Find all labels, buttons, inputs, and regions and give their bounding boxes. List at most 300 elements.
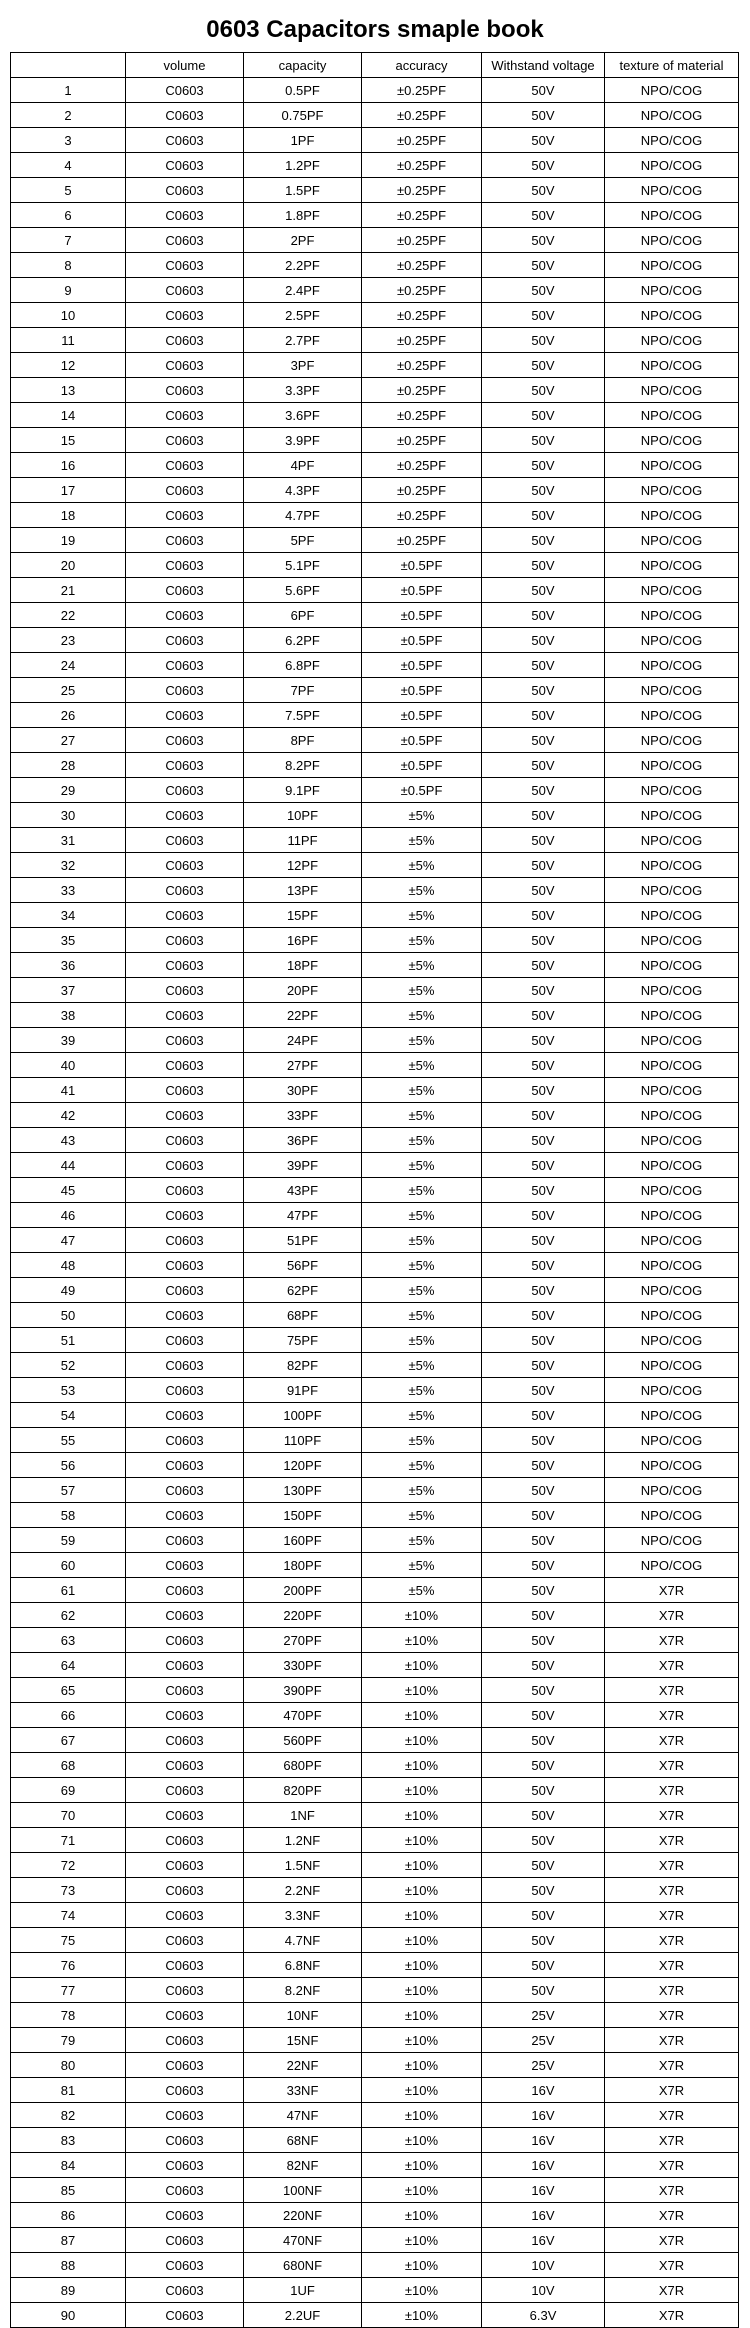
cell-capacity: 560PF	[244, 1728, 362, 1753]
cell-capacity: 7.5PF	[244, 703, 362, 728]
cell-texture-of-material: NPO/COG	[605, 353, 739, 378]
table-row	[11, 1253, 739, 1278]
cell-volume: C0603	[126, 1703, 244, 1728]
cell-volume: C0603	[126, 1303, 244, 1328]
cell-index: 37	[11, 978, 126, 1003]
cell-capacity: 20PF	[244, 978, 362, 1003]
cell-capacity: 5PF	[244, 528, 362, 553]
cell-texture-of-material: X7R	[605, 1978, 739, 2003]
cell-index: 89	[11, 2278, 126, 2303]
cell-index: 60	[11, 1553, 126, 1578]
cell-withstand-voltage: 50V	[482, 778, 605, 803]
cell-volume: C0603	[126, 153, 244, 178]
cell-withstand-voltage: 50V	[482, 753, 605, 778]
cell-texture-of-material: NPO/COG	[605, 403, 739, 428]
cell-withstand-voltage: 50V	[482, 1503, 605, 1528]
cell-accuracy: ±5%	[362, 978, 482, 1003]
table-row	[11, 2028, 739, 2053]
table-row	[11, 178, 739, 203]
cell-withstand-voltage: 25V	[482, 2028, 605, 2053]
cell-capacity: 68PF	[244, 1303, 362, 1328]
cell-capacity: 1.5PF	[244, 178, 362, 203]
cell-withstand-voltage: 16V	[482, 2228, 605, 2253]
cell-withstand-voltage: 50V	[482, 703, 605, 728]
cell-index: 20	[11, 553, 126, 578]
cell-capacity: 82PF	[244, 1353, 362, 1378]
table-row	[11, 1403, 739, 1428]
cell-accuracy: ±5%	[362, 1103, 482, 1128]
table-header-row	[11, 53, 739, 78]
table-row	[11, 2278, 739, 2303]
cell-withstand-voltage: 50V	[482, 678, 605, 703]
cell-texture-of-material: NPO/COG	[605, 878, 739, 903]
cell-capacity: 1.5NF	[244, 1853, 362, 1878]
table-row	[11, 1128, 739, 1153]
cell-texture-of-material: NPO/COG	[605, 578, 739, 603]
cell-accuracy: ±10%	[362, 1703, 482, 1728]
cell-accuracy: ±5%	[362, 853, 482, 878]
cell-texture-of-material: NPO/COG	[605, 978, 739, 1003]
cell-capacity: 4PF	[244, 453, 362, 478]
cell-volume: C0603	[126, 1278, 244, 1303]
cell-capacity: 10NF	[244, 2003, 362, 2028]
cell-capacity: 5.1PF	[244, 553, 362, 578]
cell-withstand-voltage: 50V	[482, 1703, 605, 1728]
table-row	[11, 103, 739, 128]
cell-accuracy: ±0.25PF	[362, 228, 482, 253]
table-row	[11, 1903, 739, 1928]
cell-texture-of-material: NPO/COG	[605, 1453, 739, 1478]
cell-volume: C0603	[126, 128, 244, 153]
cell-accuracy: ±0.5PF	[362, 553, 482, 578]
cell-texture-of-material: X7R	[605, 1578, 739, 1603]
cell-index: 73	[11, 1878, 126, 1903]
cell-capacity: 2.5PF	[244, 303, 362, 328]
cell-accuracy: ±0.5PF	[362, 578, 482, 603]
cell-capacity: 220NF	[244, 2203, 362, 2228]
cell-withstand-voltage: 10V	[482, 2253, 605, 2278]
cell-index: 69	[11, 1778, 126, 1803]
cell-accuracy: ±5%	[362, 828, 482, 853]
cell-withstand-voltage: 50V	[482, 1803, 605, 1828]
cell-texture-of-material: X7R	[605, 1903, 739, 1928]
cell-texture-of-material: NPO/COG	[605, 778, 739, 803]
cell-withstand-voltage: 50V	[482, 1203, 605, 1228]
cell-withstand-voltage: 50V	[482, 1328, 605, 1353]
cell-withstand-voltage: 50V	[482, 1578, 605, 1603]
cell-capacity: 27PF	[244, 1053, 362, 1078]
cell-accuracy: ±10%	[362, 1628, 482, 1653]
cell-withstand-voltage: 50V	[482, 928, 605, 953]
cell-texture-of-material: NPO/COG	[605, 153, 739, 178]
cell-index: 9	[11, 278, 126, 303]
cell-capacity: 33PF	[244, 1103, 362, 1128]
cell-volume: C0603	[126, 353, 244, 378]
cell-accuracy: ±5%	[362, 1503, 482, 1528]
table-row	[11, 1353, 739, 1378]
cell-volume: C0603	[126, 1178, 244, 1203]
table-row	[11, 1553, 739, 1578]
cell-withstand-voltage: 50V	[482, 903, 605, 928]
cell-accuracy: ±10%	[362, 2303, 482, 2328]
cell-index: 70	[11, 1803, 126, 1828]
cell-texture-of-material: X7R	[605, 1603, 739, 1628]
cell-index: 85	[11, 2178, 126, 2203]
table-row	[11, 903, 739, 928]
cell-capacity: 3.3PF	[244, 378, 362, 403]
cell-capacity: 1.2NF	[244, 1828, 362, 1853]
table-row	[11, 928, 739, 953]
table-row	[11, 703, 739, 728]
table-row	[11, 2253, 739, 2278]
cell-volume: C0603	[126, 728, 244, 753]
table-row	[11, 528, 739, 553]
table-row	[11, 553, 739, 578]
cell-accuracy: ±10%	[362, 2028, 482, 2053]
cell-withstand-voltage: 50V	[482, 978, 605, 1003]
cell-texture-of-material: NPO/COG	[605, 553, 739, 578]
cell-volume: C0603	[126, 278, 244, 303]
cell-withstand-voltage: 50V	[482, 1603, 605, 1628]
cell-accuracy: ±10%	[362, 2278, 482, 2303]
cell-volume: C0603	[126, 1503, 244, 1528]
table-row	[11, 328, 739, 353]
cell-capacity: 470PF	[244, 1703, 362, 1728]
table-row	[11, 1928, 739, 1953]
cell-accuracy: ±5%	[362, 1078, 482, 1103]
cell-index: 62	[11, 1603, 126, 1628]
cell-accuracy: ±0.25PF	[362, 478, 482, 503]
cell-index: 74	[11, 1903, 126, 1928]
cell-withstand-voltage: 50V	[482, 1178, 605, 1203]
cell-accuracy: ±5%	[362, 1228, 482, 1253]
table-row	[11, 653, 739, 678]
cell-accuracy: ±0.25PF	[362, 153, 482, 178]
table-row	[11, 253, 739, 278]
cell-capacity: 0.75PF	[244, 103, 362, 128]
cell-withstand-voltage: 50V	[482, 1403, 605, 1428]
cell-withstand-voltage: 50V	[482, 953, 605, 978]
cell-index: 79	[11, 2028, 126, 2053]
cell-texture-of-material: X7R	[605, 2153, 739, 2178]
cell-capacity: 22PF	[244, 1003, 362, 1028]
cell-texture-of-material: NPO/COG	[605, 1153, 739, 1178]
table-row	[11, 1453, 739, 1478]
cell-withstand-voltage: 10V	[482, 2278, 605, 2303]
cell-volume: C0603	[126, 953, 244, 978]
cell-accuracy: ±10%	[362, 1753, 482, 1778]
cell-volume: C0603	[126, 1378, 244, 1403]
cell-withstand-voltage: 25V	[482, 2003, 605, 2028]
cell-texture-of-material: NPO/COG	[605, 1128, 739, 1153]
cell-texture-of-material: NPO/COG	[605, 603, 739, 628]
cell-index: 46	[11, 1203, 126, 1228]
cell-texture-of-material: X7R	[605, 1628, 739, 1653]
table-row	[11, 1978, 739, 2003]
cell-withstand-voltage: 50V	[482, 653, 605, 678]
cell-withstand-voltage: 50V	[482, 1528, 605, 1553]
cell-index: 80	[11, 2053, 126, 2078]
cell-volume: C0603	[126, 228, 244, 253]
cell-index: 38	[11, 1003, 126, 1028]
cell-withstand-voltage: 50V	[482, 1153, 605, 1178]
cell-texture-of-material: NPO/COG	[605, 828, 739, 853]
cell-index: 87	[11, 2228, 126, 2253]
table-row	[11, 1303, 739, 1328]
cell-accuracy: ±5%	[362, 1178, 482, 1203]
cell-volume: C0603	[126, 1853, 244, 1878]
cell-index: 5	[11, 178, 126, 203]
cell-accuracy: ±5%	[362, 1353, 482, 1378]
cell-accuracy: ±5%	[362, 1378, 482, 1403]
cell-withstand-voltage: 50V	[482, 428, 605, 453]
cell-accuracy: ±0.5PF	[362, 653, 482, 678]
cell-volume: C0603	[126, 2028, 244, 2053]
cell-index: 82	[11, 2103, 126, 2128]
table-row	[11, 778, 739, 803]
cell-volume: C0603	[126, 1603, 244, 1628]
cell-texture-of-material: X7R	[605, 1728, 739, 1753]
cell-capacity: 9.1PF	[244, 778, 362, 803]
cell-withstand-voltage: 50V	[482, 1978, 605, 2003]
cell-index: 52	[11, 1353, 126, 1378]
table-row	[11, 1778, 739, 1803]
cell-withstand-voltage: 50V	[482, 1003, 605, 1028]
header-volume: volume	[126, 53, 244, 78]
cell-accuracy: ±0.25PF	[362, 528, 482, 553]
cell-volume: C0603	[126, 328, 244, 353]
cell-withstand-voltage: 50V	[482, 878, 605, 903]
cell-volume: C0603	[126, 178, 244, 203]
table-row	[11, 728, 739, 753]
cell-volume: C0603	[126, 1478, 244, 1503]
cell-index: 39	[11, 1028, 126, 1053]
cell-accuracy: ±10%	[362, 2228, 482, 2253]
cell-withstand-voltage: 50V	[482, 103, 605, 128]
document-title: 0603 Capacitors smaple book	[206, 16, 544, 43]
cell-index: 23	[11, 628, 126, 653]
cell-capacity: 100PF	[244, 1403, 362, 1428]
cell-capacity: 3.6PF	[244, 403, 362, 428]
cell-volume: C0603	[126, 578, 244, 603]
cell-capacity: 200PF	[244, 1578, 362, 1603]
cell-volume: C0603	[126, 1753, 244, 1778]
cell-accuracy: ±0.5PF	[362, 703, 482, 728]
cell-accuracy: ±10%	[362, 1853, 482, 1878]
cell-texture-of-material: NPO/COG	[605, 253, 739, 278]
cell-volume: C0603	[126, 1928, 244, 1953]
cell-withstand-voltage: 50V	[482, 403, 605, 428]
cell-accuracy: ±10%	[362, 2178, 482, 2203]
cell-volume: C0603	[126, 1778, 244, 1803]
cell-capacity: 2.2NF	[244, 1878, 362, 1903]
cell-volume: C0603	[126, 453, 244, 478]
table-row	[11, 1728, 739, 1753]
cell-accuracy: ±10%	[362, 2103, 482, 2128]
cell-index: 13	[11, 378, 126, 403]
cell-capacity: 150PF	[244, 1503, 362, 1528]
cell-texture-of-material: NPO/COG	[605, 1028, 739, 1053]
header-index	[11, 53, 126, 78]
table-row	[11, 1653, 739, 1678]
cell-capacity: 2PF	[244, 228, 362, 253]
cell-withstand-voltage: 50V	[482, 1228, 605, 1253]
cell-index: 15	[11, 428, 126, 453]
cell-volume: C0603	[126, 778, 244, 803]
cell-volume: C0603	[126, 678, 244, 703]
cell-capacity: 47PF	[244, 1203, 362, 1228]
cell-index: 25	[11, 678, 126, 703]
cell-accuracy: ±5%	[362, 878, 482, 903]
cell-withstand-voltage: 50V	[482, 78, 605, 103]
cell-volume: C0603	[126, 1128, 244, 1153]
cell-texture-of-material: NPO/COG	[605, 853, 739, 878]
cell-index: 35	[11, 928, 126, 953]
cell-withstand-voltage: 50V	[482, 1928, 605, 1953]
cell-index: 42	[11, 1103, 126, 1128]
cell-accuracy: ±5%	[362, 1003, 482, 1028]
cell-withstand-voltage: 50V	[482, 1078, 605, 1103]
table-row	[11, 628, 739, 653]
table-row	[11, 1003, 739, 1028]
cell-volume: C0603	[126, 2303, 244, 2328]
cell-withstand-voltage: 16V	[482, 2078, 605, 2103]
cell-accuracy: ±0.25PF	[362, 503, 482, 528]
cell-capacity: 8.2PF	[244, 753, 362, 778]
table-row	[11, 1478, 739, 1503]
cell-texture-of-material: X7R	[605, 2028, 739, 2053]
cell-withstand-voltage: 50V	[482, 628, 605, 653]
table-row	[11, 1628, 739, 1653]
cell-withstand-voltage: 50V	[482, 1478, 605, 1503]
cell-capacity: 39PF	[244, 1153, 362, 1178]
cell-withstand-voltage: 50V	[482, 603, 605, 628]
cell-accuracy: ±10%	[362, 1778, 482, 1803]
cell-index: 28	[11, 753, 126, 778]
cell-volume: C0603	[126, 1978, 244, 2003]
cell-withstand-voltage: 16V	[482, 2128, 605, 2153]
cell-index: 10	[11, 303, 126, 328]
cell-accuracy: ±5%	[362, 1053, 482, 1078]
cell-texture-of-material: NPO/COG	[605, 1478, 739, 1503]
cell-index: 36	[11, 953, 126, 978]
cell-texture-of-material: NPO/COG	[605, 1528, 739, 1553]
cell-texture-of-material: NPO/COG	[605, 628, 739, 653]
cell-accuracy: ±5%	[362, 1478, 482, 1503]
cell-withstand-voltage: 50V	[482, 1303, 605, 1328]
cell-texture-of-material: NPO/COG	[605, 1003, 739, 1028]
cell-withstand-voltage: 6.3V	[482, 2303, 605, 2328]
cell-volume: C0603	[126, 1453, 244, 1478]
cell-volume: C0603	[126, 2178, 244, 2203]
table-row	[11, 1178, 739, 1203]
cell-capacity: 6.8NF	[244, 1953, 362, 1978]
table-row	[11, 1278, 739, 1303]
cell-texture-of-material: X7R	[605, 1803, 739, 1828]
cell-texture-of-material: X7R	[605, 1678, 739, 1703]
header-accuracy: accuracy	[362, 53, 482, 78]
cell-index: 57	[11, 1478, 126, 1503]
table-row	[11, 1028, 739, 1053]
cell-capacity: 330PF	[244, 1653, 362, 1678]
cell-texture-of-material: NPO/COG	[605, 753, 739, 778]
cell-volume: C0603	[126, 1328, 244, 1353]
cell-capacity: 68NF	[244, 2128, 362, 2153]
cell-withstand-voltage: 16V	[482, 2153, 605, 2178]
cell-accuracy: ±5%	[362, 1528, 482, 1553]
cell-texture-of-material: X7R	[605, 2053, 739, 2078]
cell-volume: C0603	[126, 2078, 244, 2103]
table-row	[11, 1753, 739, 1778]
cell-texture-of-material: NPO/COG	[605, 1503, 739, 1528]
cell-accuracy: ±0.25PF	[362, 453, 482, 478]
cell-texture-of-material: NPO/COG	[605, 1253, 739, 1278]
cell-volume: C0603	[126, 1403, 244, 1428]
cell-capacity: 4.7NF	[244, 1928, 362, 1953]
cell-withstand-voltage: 50V	[482, 728, 605, 753]
cell-volume: C0603	[126, 1228, 244, 1253]
cell-withstand-voltage: 50V	[482, 178, 605, 203]
table-row	[11, 503, 739, 528]
cell-volume: C0603	[126, 103, 244, 128]
cell-accuracy: ±5%	[362, 1553, 482, 1578]
cell-index: 7	[11, 228, 126, 253]
cell-index: 49	[11, 1278, 126, 1303]
cell-index: 67	[11, 1728, 126, 1753]
cell-volume: C0603	[126, 2153, 244, 2178]
header-withstand-voltage: Withstand voltage	[482, 53, 605, 78]
cell-withstand-voltage: 50V	[482, 1878, 605, 1903]
cell-capacity: 2.2PF	[244, 253, 362, 278]
cell-capacity: 8PF	[244, 728, 362, 753]
cell-index: 47	[11, 1228, 126, 1253]
cell-withstand-voltage: 50V	[482, 328, 605, 353]
cell-withstand-voltage: 50V	[482, 203, 605, 228]
cell-capacity: 7PF	[244, 678, 362, 703]
cell-volume: C0603	[126, 1803, 244, 1828]
cell-accuracy: ±10%	[362, 1878, 482, 1903]
cell-texture-of-material: NPO/COG	[605, 1053, 739, 1078]
cell-capacity: 120PF	[244, 1453, 362, 1478]
cell-accuracy: ±10%	[362, 1653, 482, 1678]
table-row	[11, 953, 739, 978]
cell-texture-of-material: X7R	[605, 1878, 739, 1903]
cell-volume: C0603	[126, 803, 244, 828]
cell-texture-of-material: X7R	[605, 1953, 739, 1978]
cell-accuracy: ±0.25PF	[362, 278, 482, 303]
cell-texture-of-material: NPO/COG	[605, 903, 739, 928]
cell-accuracy: ±10%	[362, 1953, 482, 1978]
cell-withstand-voltage: 50V	[482, 453, 605, 478]
table-row	[11, 378, 739, 403]
table-row	[11, 603, 739, 628]
cell-texture-of-material: NPO/COG	[605, 803, 739, 828]
cell-index: 75	[11, 1928, 126, 1953]
table-row	[11, 828, 739, 853]
cell-volume: C0603	[126, 303, 244, 328]
cell-index: 78	[11, 2003, 126, 2028]
cell-capacity: 6.2PF	[244, 628, 362, 653]
cell-volume: C0603	[126, 853, 244, 878]
cell-volume: C0603	[126, 253, 244, 278]
cell-capacity: 47NF	[244, 2103, 362, 2128]
table-row	[11, 403, 739, 428]
cell-withstand-voltage: 16V	[482, 2178, 605, 2203]
cell-index: 22	[11, 603, 126, 628]
cell-volume: C0603	[126, 1953, 244, 1978]
cell-capacity: 43PF	[244, 1178, 362, 1203]
table-row	[11, 228, 739, 253]
